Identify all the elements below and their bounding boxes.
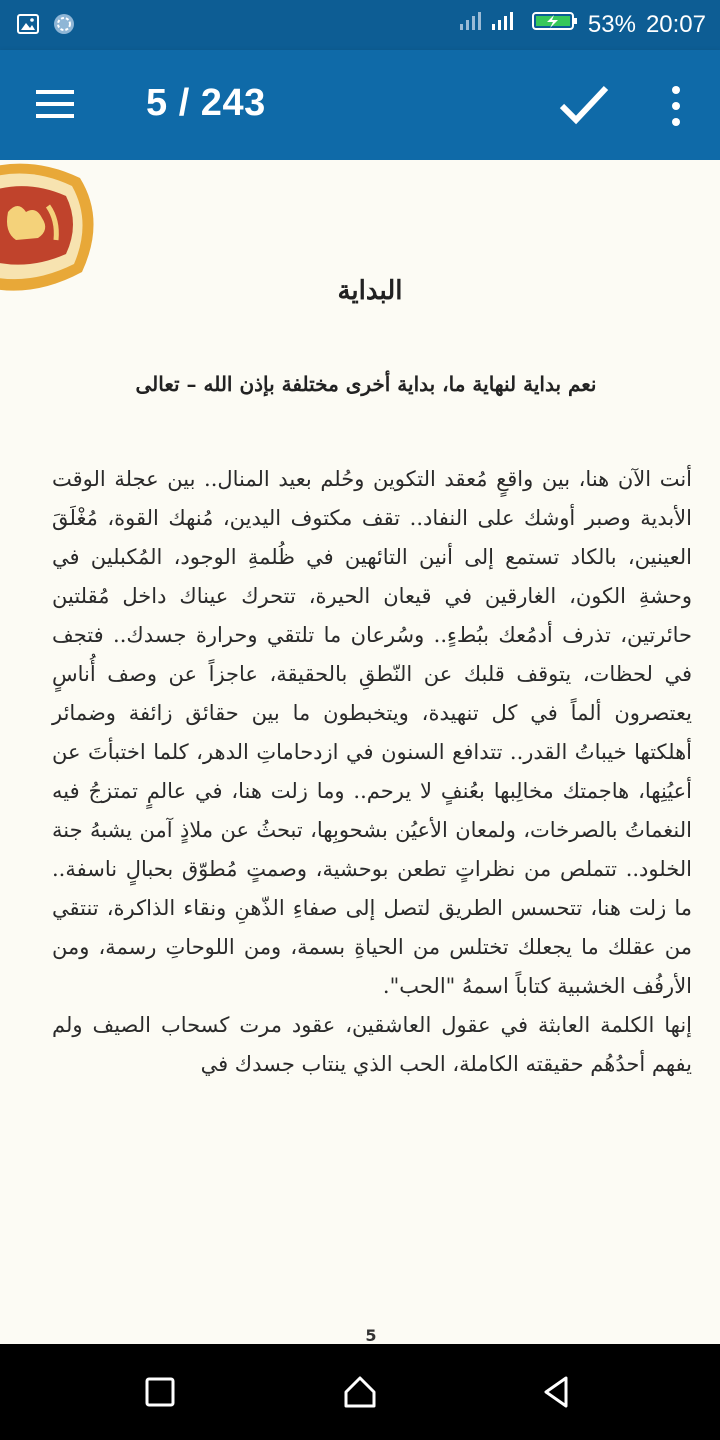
- recent-apps-icon: [138, 1372, 182, 1412]
- more-options-button[interactable]: [664, 84, 688, 128]
- paragraph: أنت الآن هنا، بين واقعٍ مُعقد التكوين وحُلم بعيد المنال.. بين عجلة الوقت الأبدية وصبر أوشك على النفاد.. تقف مكتوف اليدين، مُنهك القوة، مُغْلَقَ العينين، بالكاد تستمع إلى أنين التائهين في ظُلمةِ الوجود، المُكبلين في وحشةِ الكون، الغارقين في قيعان الحيرة، تتحرك عيناك داخل مُقلتين حائرتين، تذرف أدمُعك ببُطءٍ.. وسُرعان ما تلتقي وحرارة جسدك.. فتجف في لحظات، يتوقف قلبك عن النّطقِ بالحقيقة، عاجزاً عن وصف أُناسٍ يعتصرون ألماً في كل تنهيدة، ويتخبطون ما بين حقائق زائفة وضمائر أهلكتها خيباتُ القدر.. تتدافع السنون في ازدحاماتِ الدهر، كلما اختبأتَ عن أعيُنِها، هاجمتك مخالِبها بعُنفٍ لا يرحم.. وما زلت هنا، في عالمٍ تمتزجُ فيه النغماتُ بالصرخات، ولمعان الأعيُن بشحوبِها، تبحثُ عن ملاذٍ آمن يشبهُ جنة الخلود.. تتملص من نظراتٍ تطعن بوحشية، وصمتٍ مُطوّق بحبالٍ ناسفة.. ما زلت هنا، تتحسس الطريق لتصل إلى صفاءِ الذّهنِ ونقاء الذاكرة، تنتقي من عقلك ما يجعلك تختلس من الحياةِ بسمة، ومن اللوحاتِ رسمة، ومن الأرفُف الخشبية كتاباً اسمهُ "الحب".: [52, 467, 692, 998]
- chapter-subtitle: نعم بداية لنهاية ما، بداية أخرى مختلفة بإذن الله – تعالى: [135, 372, 597, 396]
- home-button[interactable]: [338, 1372, 382, 1412]
- recent-apps-button[interactable]: [138, 1372, 182, 1412]
- battery-charging-icon: [532, 9, 578, 40]
- confirm-button[interactable]: [558, 80, 610, 128]
- page-number: 5: [365, 1326, 377, 1344]
- sync-notification-icon: [52, 12, 76, 40]
- page-indicator: 5 / 243: [146, 82, 266, 124]
- status-bar: [0, 0, 720, 50]
- more-vertical-icon: [664, 84, 688, 128]
- hamburger-menu-icon: [36, 88, 76, 120]
- clock: 20:07: [645, 10, 706, 38]
- signal-icon: [458, 9, 522, 40]
- home-icon: [338, 1372, 382, 1412]
- chapter-title: البداية: [337, 276, 403, 306]
- book-page[interactable]: [0, 160, 720, 1344]
- checkmark-icon: [558, 80, 610, 128]
- paragraph: إنها الكلمة العابثة في عقول العاشقين، عقود مرت كسحاب الصيف ولم يفهم أحدُهُم حقيقته الكاملة، الحب الذي ينتاب جسدك في: [52, 1013, 692, 1076]
- app-bar: [0, 50, 720, 160]
- menu-button[interactable]: [36, 88, 76, 120]
- page-body: [52, 460, 692, 1084]
- image-notification-icon: [16, 12, 40, 40]
- notification-icons: [16, 12, 76, 40]
- back-icon: [536, 1372, 580, 1412]
- navigation-bar: [0, 1344, 720, 1440]
- back-button[interactable]: [536, 1372, 580, 1412]
- battery-percentage: 53%: [587, 10, 636, 38]
